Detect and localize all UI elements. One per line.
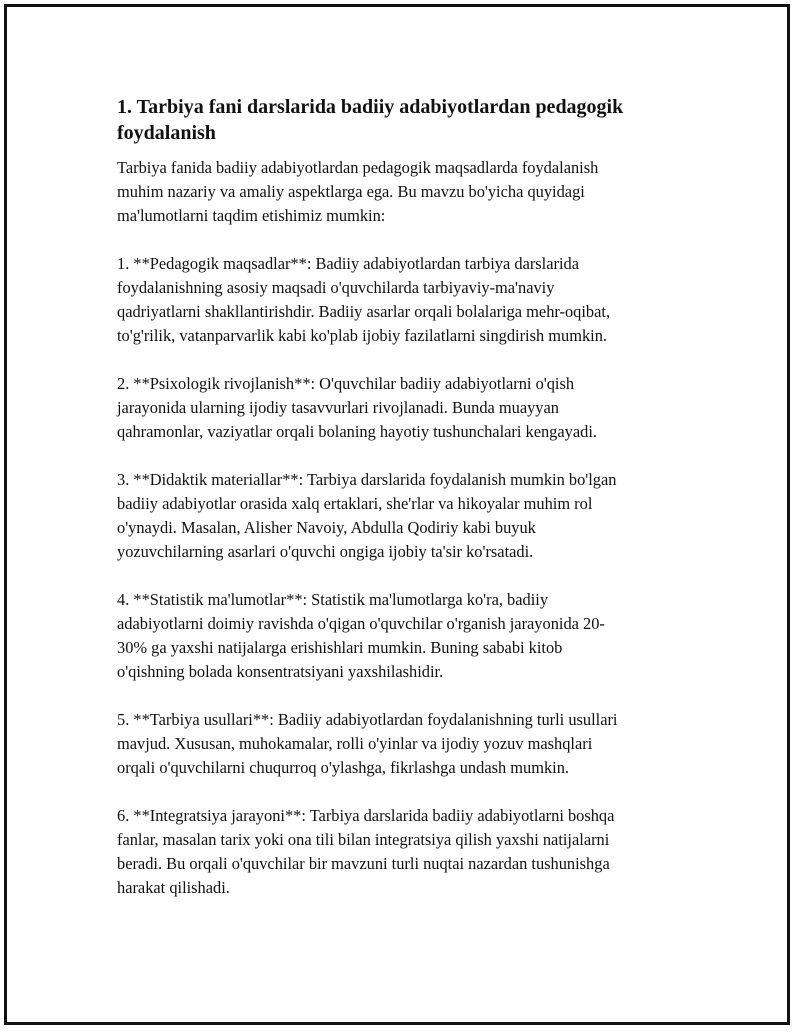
paragraph-psychological-development: 2. **Psixologik rivojlanish**: O'quvchilar badiiy adabiyotlarni o'qish jarayonida ularning ijodiy tasavvurlari rivojlanadi. Bunda muayyan qahramonlar, vaziyatlar orqali bolaning hayotiy tushunchalari kengayadi.: [117, 374, 597, 441]
document-title: 1. Tarbiya fani darslarida badiiy adabiyotlardan pedagogik foydalanish: [117, 96, 624, 144]
paragraph-statistical-data: 4. **Statistik ma'lumotlar**: Statistik ma'lumotlarga ko'ra, badiiy adabiyotlarni doimiy ravishda o'qigan o'quvchilar o'rganish jarayonida 20- 30% ga yaxshi natijalarga erishishlari mumkin. Buning sababi kitob o'qishning bolada konsentratsiyani yaxshilashidir.: [117, 590, 605, 681]
paragraph-didactic-materials: 3. **Didaktik materiallar**: Tarbiya darslarida foydalanish mumkin bo'lgan badiiy adabiyotlar orasida xalq ertaklari, she'rlar va hikoyalar muhim rol o'ynaydi. Masalan, Alisher Navoiy, Abdulla Qodiriy kabi buyuk yozuvchilarning asarlari o'quvchi ongiga ijobiy ta'sir ko'rsatadi.: [117, 470, 617, 561]
paragraph-pedagogical-goals: 1. **Pedagogik maqsadlar**: Badiiy adabiyotlardan tarbiya darslarida foydalanishning asosiy maqsadi o'quvchilarda tarbiyaviy-ma'naviy qadriyatlarni shakllantirishdir. Badiiy asarlar orqali bolalariga mehr-oqibat, to'g'rilik, vatanparvarlik kabi ko'plab ijobiy fazilatlarni singdirish mumkin.: [117, 254, 611, 345]
intro-paragraph: Tarbiya fanida badiiy adabiyotlardan pedagogik maqsadlarda foydalanish muhim nazariy va amaliy aspektlarga ega. Bu mavzu bo'yicha quyidagi ma'lumotlarni taqdim etishimiz mumkin:: [117, 158, 599, 225]
paragraph-integration-process: 6. **Integratsiya jarayoni**: Tarbiya darslarida badiiy adabiyotlarni boshqa fanlar, masalan tarix yoki ona tili bilan integratsiya qilish yaxshi natijalarni beradi. Bu orqali o'quvchilar bir mavzuni turli nuqtai nazardan tushunishga harakat qilishadi.: [117, 806, 615, 897]
document-body: [117, 94, 697, 924]
paragraph-teaching-methods: 5. **Tarbiya usullari**: Badiiy adabiyotlardan foydalanishning turli usullari mavjud. Xususan, muhokamalar, rolli o'yinlar va ijodiy yozuv mashqlari orqali o'quvchilarni chuqurroq o'ylashga, fikrlashga undash mumkin.: [117, 710, 618, 777]
